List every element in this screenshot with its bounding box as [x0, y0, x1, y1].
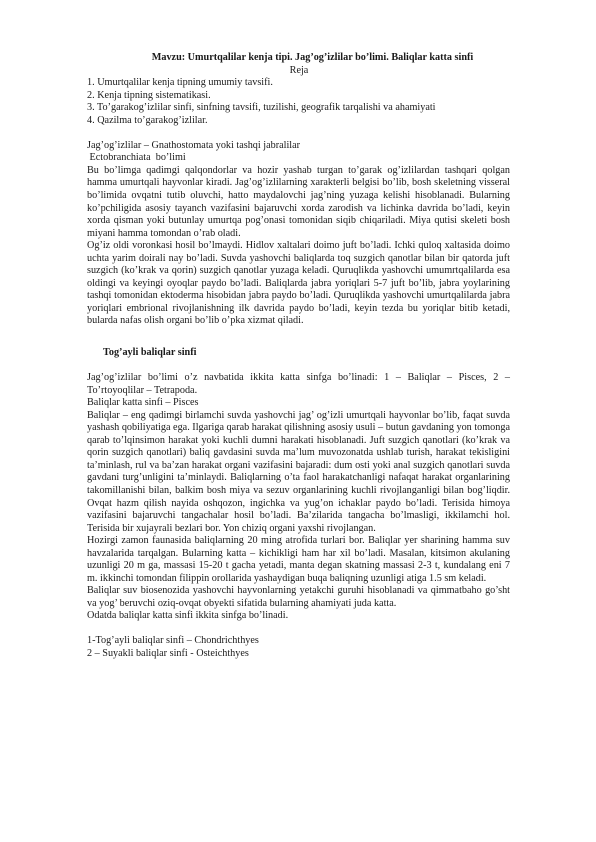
class-list-item: 1-Tog’ayli baliqlar sinfi – Chondrichthyes: [87, 635, 259, 647]
class-list: [87, 635, 510, 660]
intro-line: Ectobranchiata bo’limi: [87, 152, 186, 164]
paragraph: Odatda baliqlar katta sinfi ikkita sinfga bo’linadi.: [87, 610, 289, 622]
class-list-item: 2 – Suyakli baliqlar sinfi - Osteichthyes: [87, 648, 249, 660]
paragraph: Bu bo’limga qadimgi qalqondorlar va hozir yashab turgan to’garak og’izlilardan tashqari qolgan hamma umurtqali hayvonlar kiradi. Jag’og’izlilarning xarakterli belgisi bo’lib, bosh skeletning visseral bo’limida ovqatni tutib oluvchi, hatto maydalovchi jag’ning yuzaga kelishi hisoblanadi. Bularning ko’pchiligida asosiy tayanch vazifasini bajaruvchi xorda zarodish va lichinka davrida bo’ladi, keyin xorda qisman yoki butunlay umurtqa pog’onasi tomonidan siqib chiqariladi. Miya qutisi skeleti bosh miyani hamma tomondan o’rab oladi.: [87, 164, 510, 239]
plan-label: Reja: [289, 64, 309, 76]
paragraph: Hozirgi zamon faunasida baliqlarning 20 ming atrofida turlari bor. Baliqlar yer sharining hamma suv havzalarida tarqalgan. Bularning katta – kichikligi ham har xil bo’ladi. Masalan, kitsimon akulaning uzunligi 20 m ga, massasi 15-20 t gacha yetadi, manta degan skatning massasi 2-3 t, kundalang eni 7 m. ikkinchi tomondan filippin orollarida yashaydigan buqa baliqning uzunligi atiga 1.5 sm keladi.: [87, 535, 510, 584]
document-title: Mavzu: Umurtqalilar kenja tipi. Jag’og’izlilar bo’limi. Baliqlar katta sinfi: [151, 52, 474, 63]
plan-item: 3. To’garakog’izlilar sinfi, sinfning tavsifi, tuzilishi, geografik tarqalishi va ahamiyati: [87, 102, 436, 114]
paragraph: Og’iz oldi voronkasi hosil bo’lmaydi. Hidlov xaltalari doimo juft bo’ladi. Ichki quloq xaltasida doimo uchta yarim doirali nay bo’ladi. Suvda yashovchi baliqlarda toq suzgich qanotlar bilan bir qatorda juft suzgich (ko’krak va qorin) suzgich qanotlar yuzaga keladi. Quruqlikda yashovchi umumrtqalilarda esa oldingi va keyingi oyoqlar paydo bo’ladi. Baliqlarda jabra yoriqlari 5-7 juft bo’lib, jabra yoylarining tashqi tomonidan ektoderma hisobidan jabra paydo bo’ladi. Quruqlikda yashovchi umurtqalilarda jabra yoriqlari embrional rivojlanishning ilk davrida paydo bo’ladi, keyin tezda bu yoriqlar bitib ketadi, bularda nafas olish organi bo’lib o’pka xizmat qiladi.: [87, 240, 510, 327]
paragraph: Jag’og’izlilar bo’limi o’z navbatida ikkita katta sinfga bo’linadi: 1 – Baliqlar – Pisces, 2 – To’rtoyoqlilar – Tetrapoda.: [87, 372, 510, 396]
intro-line: Jag’og’izlilar – Gnathostomata yoki tashqi jabralilar: [87, 139, 301, 151]
document-page: [87, 52, 510, 661]
paragraph: Baliqlar suv biosenozida yashovchi hayvonlarning yetakchi guruhi hisoblanadi va qimmatbaho go’sht va yog’ beruvchi oziq-ovqat obyekti sifatida bularning ahamiyati juda katta.: [87, 585, 510, 609]
plan-item: 4. Qazilma to’garakog’izlilar.: [87, 114, 208, 126]
paragraph: Baliqlar – eng qadimgi birlamchi suvda yashovchi jag’ og’izli umurtqali hayvonlar bo’lib, faqat suvda yashash qobiliyatiga ega. Ilgariga qarab harakat qilishning asosiy usuli – butun gavdaning yon tomonga qarab to’lqinsimon harakat yoki kuchli dumni harakati hisoblanadi. Juft suzgich qanotlari (ko’krak va qorin suzgich qanotlari) baliq gavdasini suvda ma’lum muvozonatda ushlab turish, harakat tekisligini ta’minlash, rul va ba’zan harakat organi vazifasini bajaradi: dum osti yoki anal suzgich qanotlari suvda gavdani turg’unligini ta’minlaydi. Baliqlarning o’ta faol harakatchanligi nafaqat harakat organlarining takomillanishi bilan, balkim bosh miya va sezuv organlarining kuchli rivojlanganligi bilan bog’liqdir. Ovqat hazm qilish nayida oshqozon, ingichka va yug’on ichaklar paydo bo’ladi. Terisida himoya vazifasini bajaruvchi tangachalar hosil bo’ladi. Ba’zilarida tangacha bo’lmasligi, ikkilamchi hol. Terisida bir xujayrali bezlari bor. Yon chiziq organi yaxshi rivojlangan.: [87, 409, 510, 534]
plan-list: [87, 77, 510, 127]
paragraph: Baliqlar katta sinfi – Pisces: [87, 397, 199, 409]
section-heading: Tog’ayli baliqlar sinfi: [103, 346, 197, 358]
plan-item: 2. Kenja tipning sistematikasi.: [87, 89, 211, 101]
plan-item: 1. Umurtqalilar kenja tipning umumiy tavsifi.: [87, 77, 273, 89]
